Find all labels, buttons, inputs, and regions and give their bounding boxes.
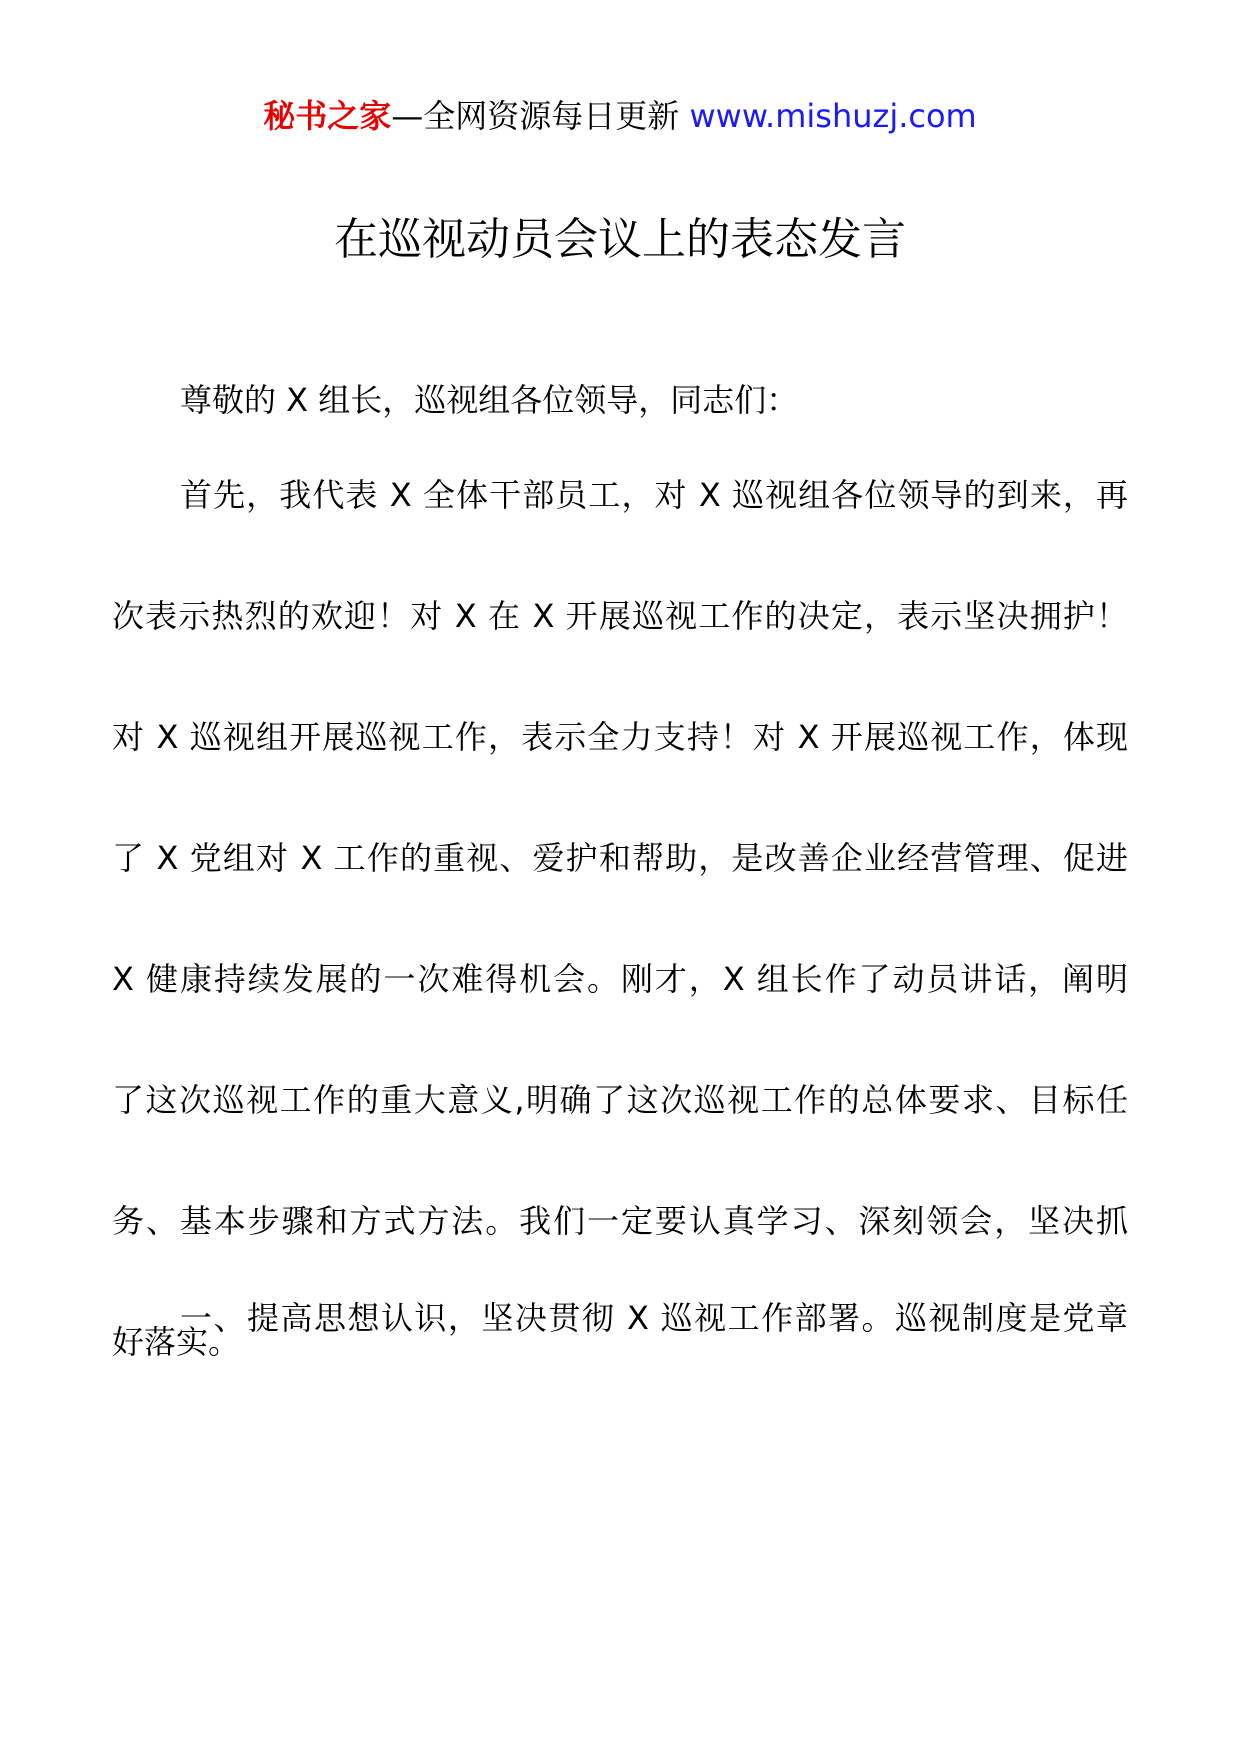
site-header [0,96,1240,136]
paragraph-line: 首先，我代表 X 全体干部员工，对 X 巡视组各位领导的到来，再 [180,476,1128,514]
header-tagline: —全网资源每日更新 [391,97,680,135]
paragraph-line: 对 X 巡视组开展巡视工作，表示全力支持！对 X 开展巡视工作，体现 [112,718,1128,756]
paragraph-line: 一、提高思想认识，坚决贯彻 X 巡视工作部署。巡视制度是党章 [180,1299,1128,1337]
paragraph-line: 务、基本步骤和方式方法。我们一定要认真学习、深刻领会，坚决抓 [112,1202,1128,1240]
brand-name: 秘书之家 [263,97,392,135]
salutation: 尊敬的 X 组长，巡视组各位领导，同志们： [180,381,799,419]
paragraph-line: 了 X 党组对 X 工作的重视、爱护和帮助，是改善企业经营管理、促进 [112,839,1128,877]
paragraph-line: 次表示热烈的欢迎！对 X 在 X 开展巡视工作的决定，表示坚决拥护！ [112,597,1128,635]
paragraph-line: X 健康持续发展的一次难得机会。刚才，X 组长作了动员讲话，阐明 [112,960,1128,998]
paragraph-line: 了这次巡视工作的重大意义,明确了这次巡视工作的总体要求、目标任 [112,1081,1128,1119]
paragraph-line: 好落实。 [112,1323,241,1361]
site-url-link[interactable]: www.mishuzj.com [689,97,977,135]
paragraph-2 [112,1298,1128,1419]
document-title: 在巡视动员会议上的表态发言 [334,214,906,265]
